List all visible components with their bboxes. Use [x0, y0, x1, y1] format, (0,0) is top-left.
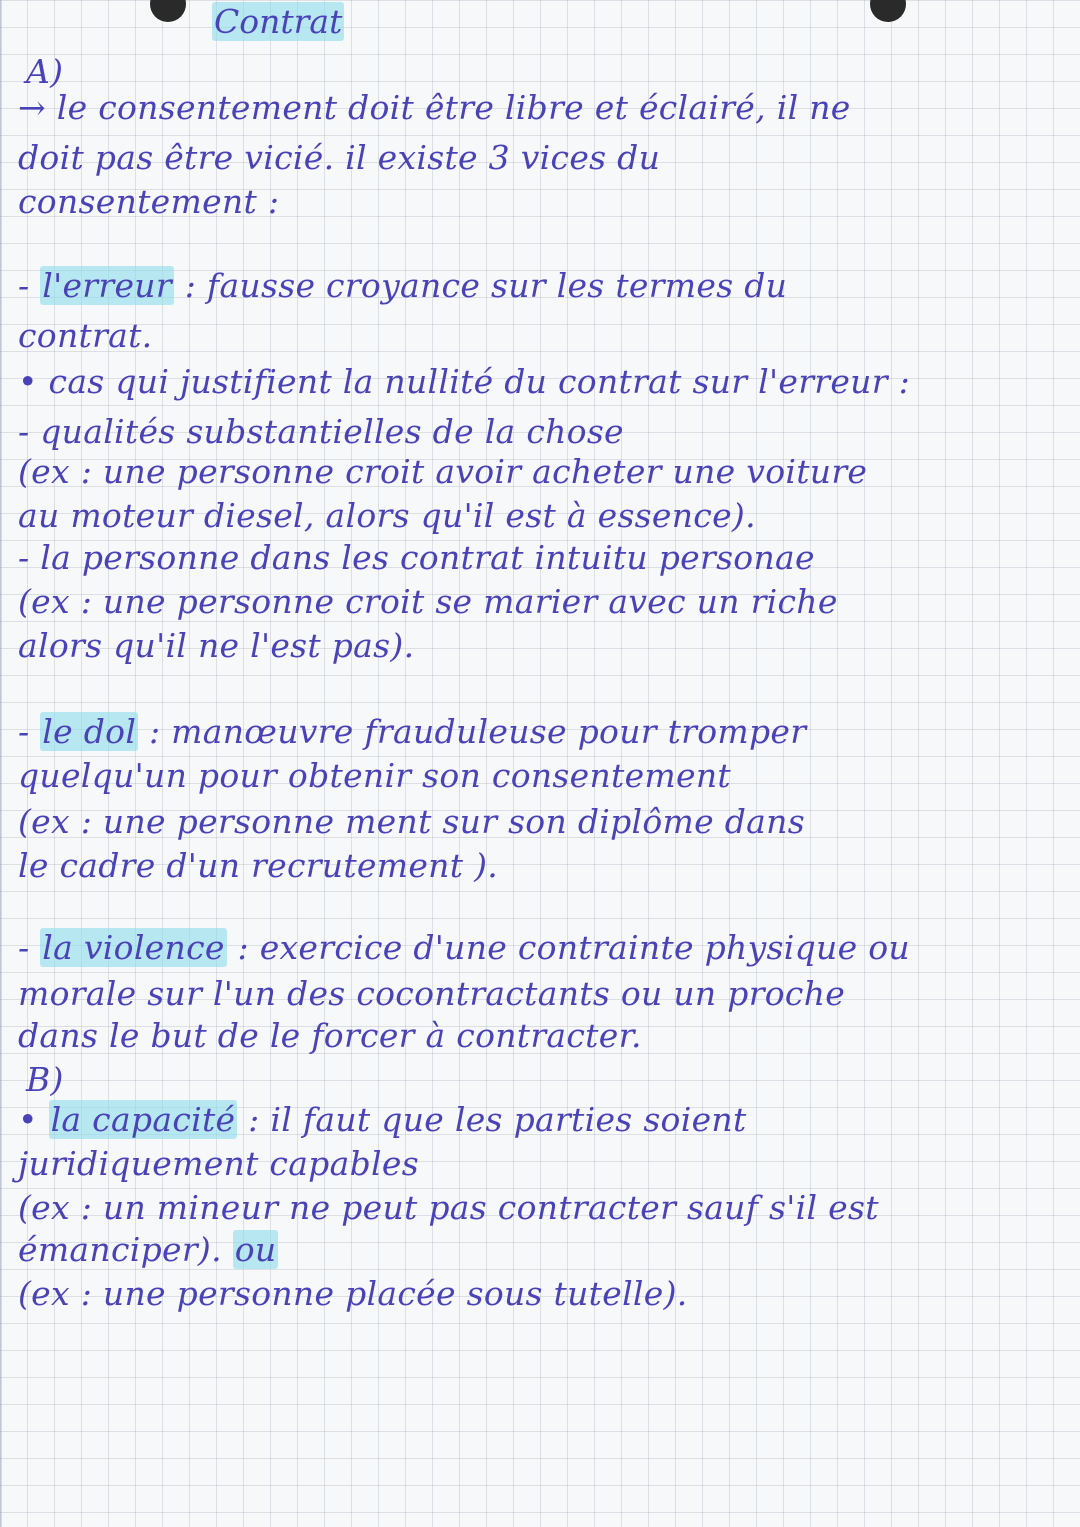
- title-highlight: Contrat: [214, 2, 343, 41]
- dol-line-2: quelqu'un pour obtenir son consentement: [18, 756, 731, 795]
- section-a-label: A): [26, 52, 64, 91]
- intro-line-1: → le consentement doit être libre et éclairé, il ne: [18, 88, 851, 127]
- notes-page: [18, 0, 1058, 1527]
- erreur-line-2: contrat.: [18, 316, 153, 355]
- erreur-cases-intro: • cas qui justifient la nullité du contrat sur l'erreur :: [18, 362, 911, 401]
- section-b-label: B): [26, 1060, 64, 1099]
- violence-definition: : exercice d'une contrainte physique ou: [237, 928, 910, 967]
- erreur-case-1-example-1: (ex : une personne croit avoir acheter une voiture: [18, 452, 868, 491]
- intro-line-2: doit pas être vicié. il existe 3 vices du: [18, 138, 661, 177]
- capacite-line-2: juridiquement capables: [18, 1144, 419, 1183]
- capacite-emancipated: émanciper).: [18, 1230, 222, 1269]
- erreur-case-2-example-1: (ex : une personne croit se marier avec un riche: [18, 582, 838, 621]
- erreur-case-2-example-2: alors qu'il ne l'est pas).: [18, 626, 415, 665]
- or-highlight: ou: [234, 1230, 277, 1269]
- capacite-term: la capacité: [50, 1100, 236, 1139]
- intro-line-3: consentement :: [18, 182, 280, 221]
- dol-line-3: (ex : une personne ment sur son diplôme dans: [18, 802, 805, 841]
- erreur-definition: : fausse croyance sur les termes du: [184, 266, 788, 305]
- bullet-dash: -: [18, 266, 41, 305]
- capacite-line-1: [18, 1100, 747, 1140]
- capacite-definition: : il faut que les parties soient: [248, 1100, 747, 1139]
- capacite-line-3: (ex : un mineur ne peut pas contracter sauf s'il est: [18, 1188, 879, 1227]
- bullet-dash: -: [18, 928, 41, 967]
- erreur-case-2: - la personne dans les contrat intuitu personae: [18, 538, 815, 577]
- violence-line-2: morale sur l'un des cocontractants ou un proche: [18, 974, 846, 1013]
- capacite-line-5: (ex : une personne placée sous tutelle).: [18, 1274, 688, 1313]
- bullet-dot: •: [18, 1100, 49, 1139]
- dol-term: le dol: [42, 712, 137, 751]
- violence-term: la violence: [42, 928, 225, 967]
- dol-line-1: [18, 712, 806, 752]
- erreur-line-1: [18, 266, 787, 306]
- dol-definition: : manœuvre frauduleuse pour tromper: [148, 712, 807, 751]
- violence-line-1: [18, 928, 910, 968]
- erreur-case-1: - qualités substantielles de la chose: [18, 412, 624, 451]
- erreur-term: l'erreur: [42, 266, 172, 305]
- bullet-dash: -: [18, 712, 41, 751]
- violence-line-3: dans le but de le forcer à contracter.: [18, 1016, 642, 1055]
- page-margin-line: [0, 0, 2, 1527]
- erreur-case-1-example-2: au moteur diesel, alors qu'il est à essence).: [18, 496, 756, 535]
- capacite-line-4: [18, 1230, 278, 1270]
- dol-line-4: le cadre d'un recrutement ).: [18, 846, 499, 885]
